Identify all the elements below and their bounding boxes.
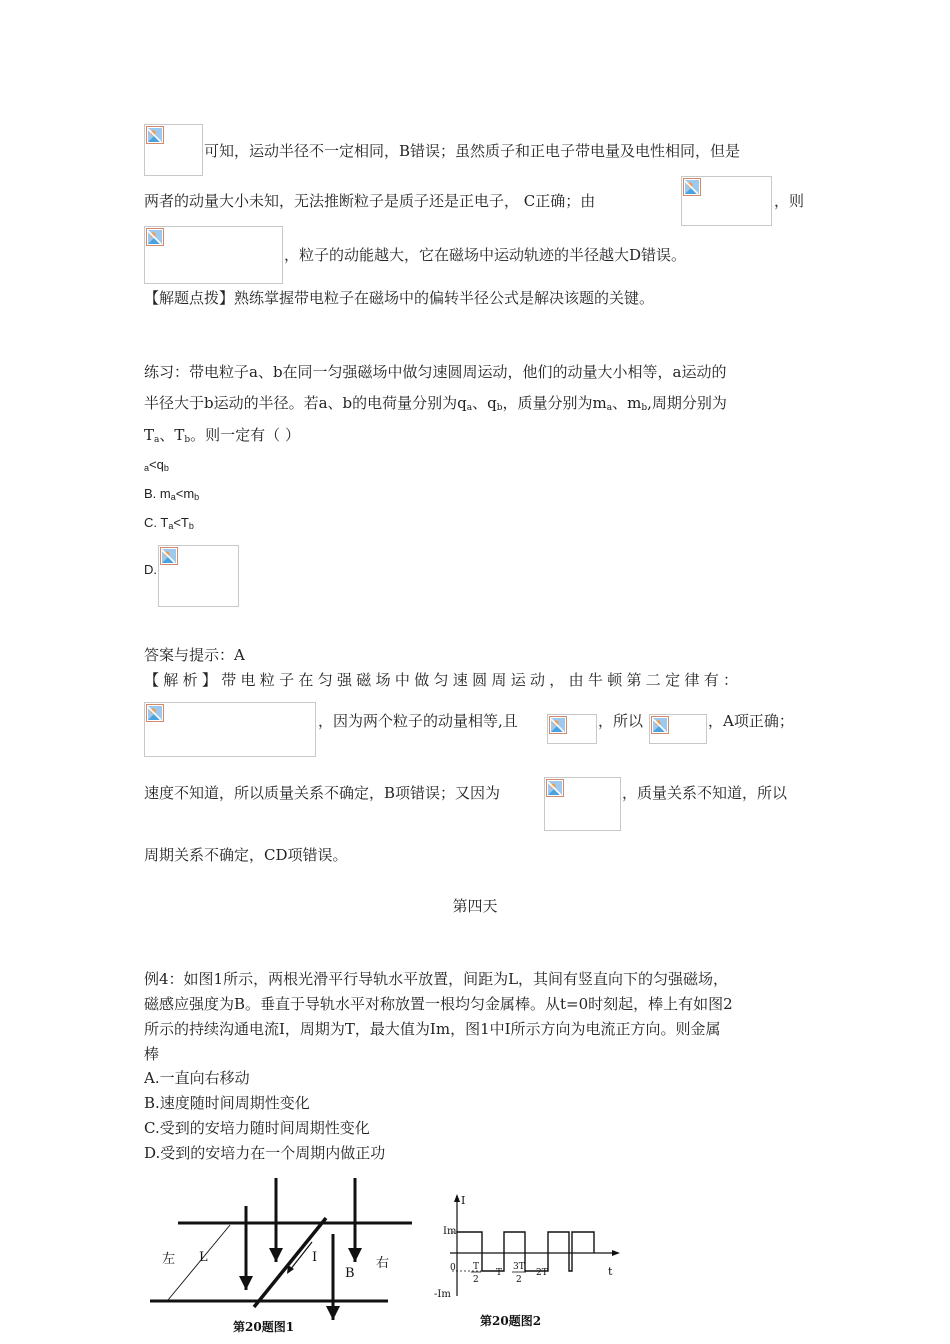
I-label: I bbox=[312, 1250, 318, 1265]
example-line: 磁感应强度为B。垂直于导轨水平对称放置一根均匀金属棒。从t=0时刻起，棒上有如图2 bbox=[144, 995, 733, 1013]
example-option-d: D.受到的安培力在一个周期内做正功 bbox=[144, 1144, 386, 1162]
broken-image-icon bbox=[146, 126, 164, 144]
I-axis-label: I bbox=[461, 1194, 466, 1207]
figure-2-caption: 第20题图2 bbox=[480, 1314, 542, 1328]
figure-1-rails-diagram bbox=[140, 1170, 430, 1340]
broken-image-icon bbox=[549, 716, 567, 734]
x-axis-arrow bbox=[612, 1250, 620, 1256]
field-arrowhead bbox=[326, 1306, 340, 1320]
text-line: ，所以 bbox=[598, 712, 644, 730]
text-line: 周期关系不确定，CD项错误。 bbox=[144, 846, 348, 864]
t-axis-label: t bbox=[608, 1265, 613, 1278]
formula-image bbox=[158, 545, 239, 607]
example-line: 所示的持续沟通电流I，周期为T，最大值为Im，图1中I所示方向为电流正方向。则金属 bbox=[144, 1020, 721, 1038]
text-line: 可知，运动半径不一定相同，B错误；虽然质子和正电子带电量及电性相同，但是 bbox=[204, 142, 741, 160]
three-half-T-num: 3T bbox=[513, 1262, 525, 1272]
figure-1-caption: 第20题图1 bbox=[233, 1320, 295, 1334]
broken-image-icon bbox=[546, 779, 564, 797]
L-label: L bbox=[199, 1250, 208, 1265]
right-label: 右 bbox=[376, 1256, 390, 1271]
formula-image bbox=[144, 226, 283, 284]
example-option-c: C.受到的安培力随时间周期性变化 bbox=[144, 1119, 370, 1137]
T-label: T bbox=[496, 1268, 503, 1278]
text-line: 两者的动量大小未知，无法推断粒子是质子还是正电子， C正确；由 bbox=[144, 192, 596, 210]
twoT-label: 2T bbox=[536, 1268, 548, 1278]
text-line: 速度不知道，所以质量关系不确定，B项错误；又因为 bbox=[144, 784, 501, 802]
half-T-den: 2 bbox=[473, 1275, 479, 1285]
example-option-a: A.一直向右移动 bbox=[144, 1069, 250, 1087]
formula-image bbox=[144, 702, 316, 757]
option-c: C. $T_a<T_b$ bbox=[144, 515, 194, 531]
broken-image-icon bbox=[651, 716, 669, 734]
text-line: ，粒子的动能越大，它在磁场中运动轨迹的半径越大D错误。 bbox=[284, 246, 687, 264]
practice-line: $T_a$、$T_b$。则一定有（ ） bbox=[144, 426, 300, 445]
practice-line: 半径大于b运动的半径。若a、b的电荷量分别为$q_a$、$q_b$，质量分别为$m_a$、$m_b$,周期分别为 bbox=[144, 394, 727, 413]
analysis-line: 【解析】带电粒子在匀强磁场中做匀速圆周运动，由牛顿第二定律有： bbox=[144, 671, 743, 689]
left-label: 左 bbox=[162, 1252, 176, 1267]
example-line: 例4：如图1所示，两根光滑平行导轨水平放置，间距为L，其间有竖直向下的匀强磁场， bbox=[144, 970, 729, 988]
broken-image-icon bbox=[146, 228, 164, 246]
day-heading: 第四天 bbox=[452, 897, 498, 915]
figure-2-current-graph bbox=[430, 1190, 630, 1340]
text-line: ，质量关系不知道，所以 bbox=[622, 784, 788, 802]
formula-image bbox=[547, 714, 597, 744]
three-half-T-den: 2 bbox=[516, 1275, 522, 1285]
text-line: ，A项正确； bbox=[708, 712, 794, 730]
broken-image-icon bbox=[146, 704, 164, 722]
B-label: B bbox=[345, 1266, 355, 1281]
text-line: ，因为两个粒子的动量相等,且 bbox=[318, 712, 518, 730]
practice-line: 练习：带电粒子a、b在同一匀强磁场中做匀速圆周运动，他们的动量大小相等，a运动的 bbox=[144, 363, 727, 381]
broken-image-icon bbox=[160, 547, 178, 565]
hint-line: 【解题点拨】熟练掌握带电粒子在磁场中的偏转半径公式是解决该题的关键。 bbox=[144, 289, 655, 307]
negIm-label: -Im bbox=[434, 1289, 451, 1300]
Im-label: Im bbox=[443, 1226, 457, 1237]
zero-label: 0 bbox=[450, 1263, 456, 1273]
text-line: ，则 bbox=[774, 192, 805, 210]
broken-image-icon bbox=[683, 178, 701, 196]
half-T-num: T bbox=[473, 1262, 480, 1272]
formula-image bbox=[649, 714, 707, 744]
field-arrowhead bbox=[348, 1248, 362, 1262]
example-option-b: B.速度随时间周期性变化 bbox=[144, 1094, 310, 1112]
field-arrowhead bbox=[239, 1276, 253, 1290]
option-b: B. $m_a<m_b$ bbox=[144, 486, 200, 502]
y-axis-arrow bbox=[454, 1194, 460, 1202]
option-d: D. bbox=[144, 562, 157, 577]
example-line: 棒 bbox=[144, 1045, 160, 1063]
field-arrowhead bbox=[269, 1248, 283, 1262]
formula-image bbox=[681, 176, 772, 226]
answer-line: 答案与提示：A bbox=[144, 646, 245, 664]
option-a: $_a<q_b$ bbox=[144, 457, 169, 473]
formula-image bbox=[144, 124, 203, 176]
formula-image bbox=[544, 777, 621, 831]
